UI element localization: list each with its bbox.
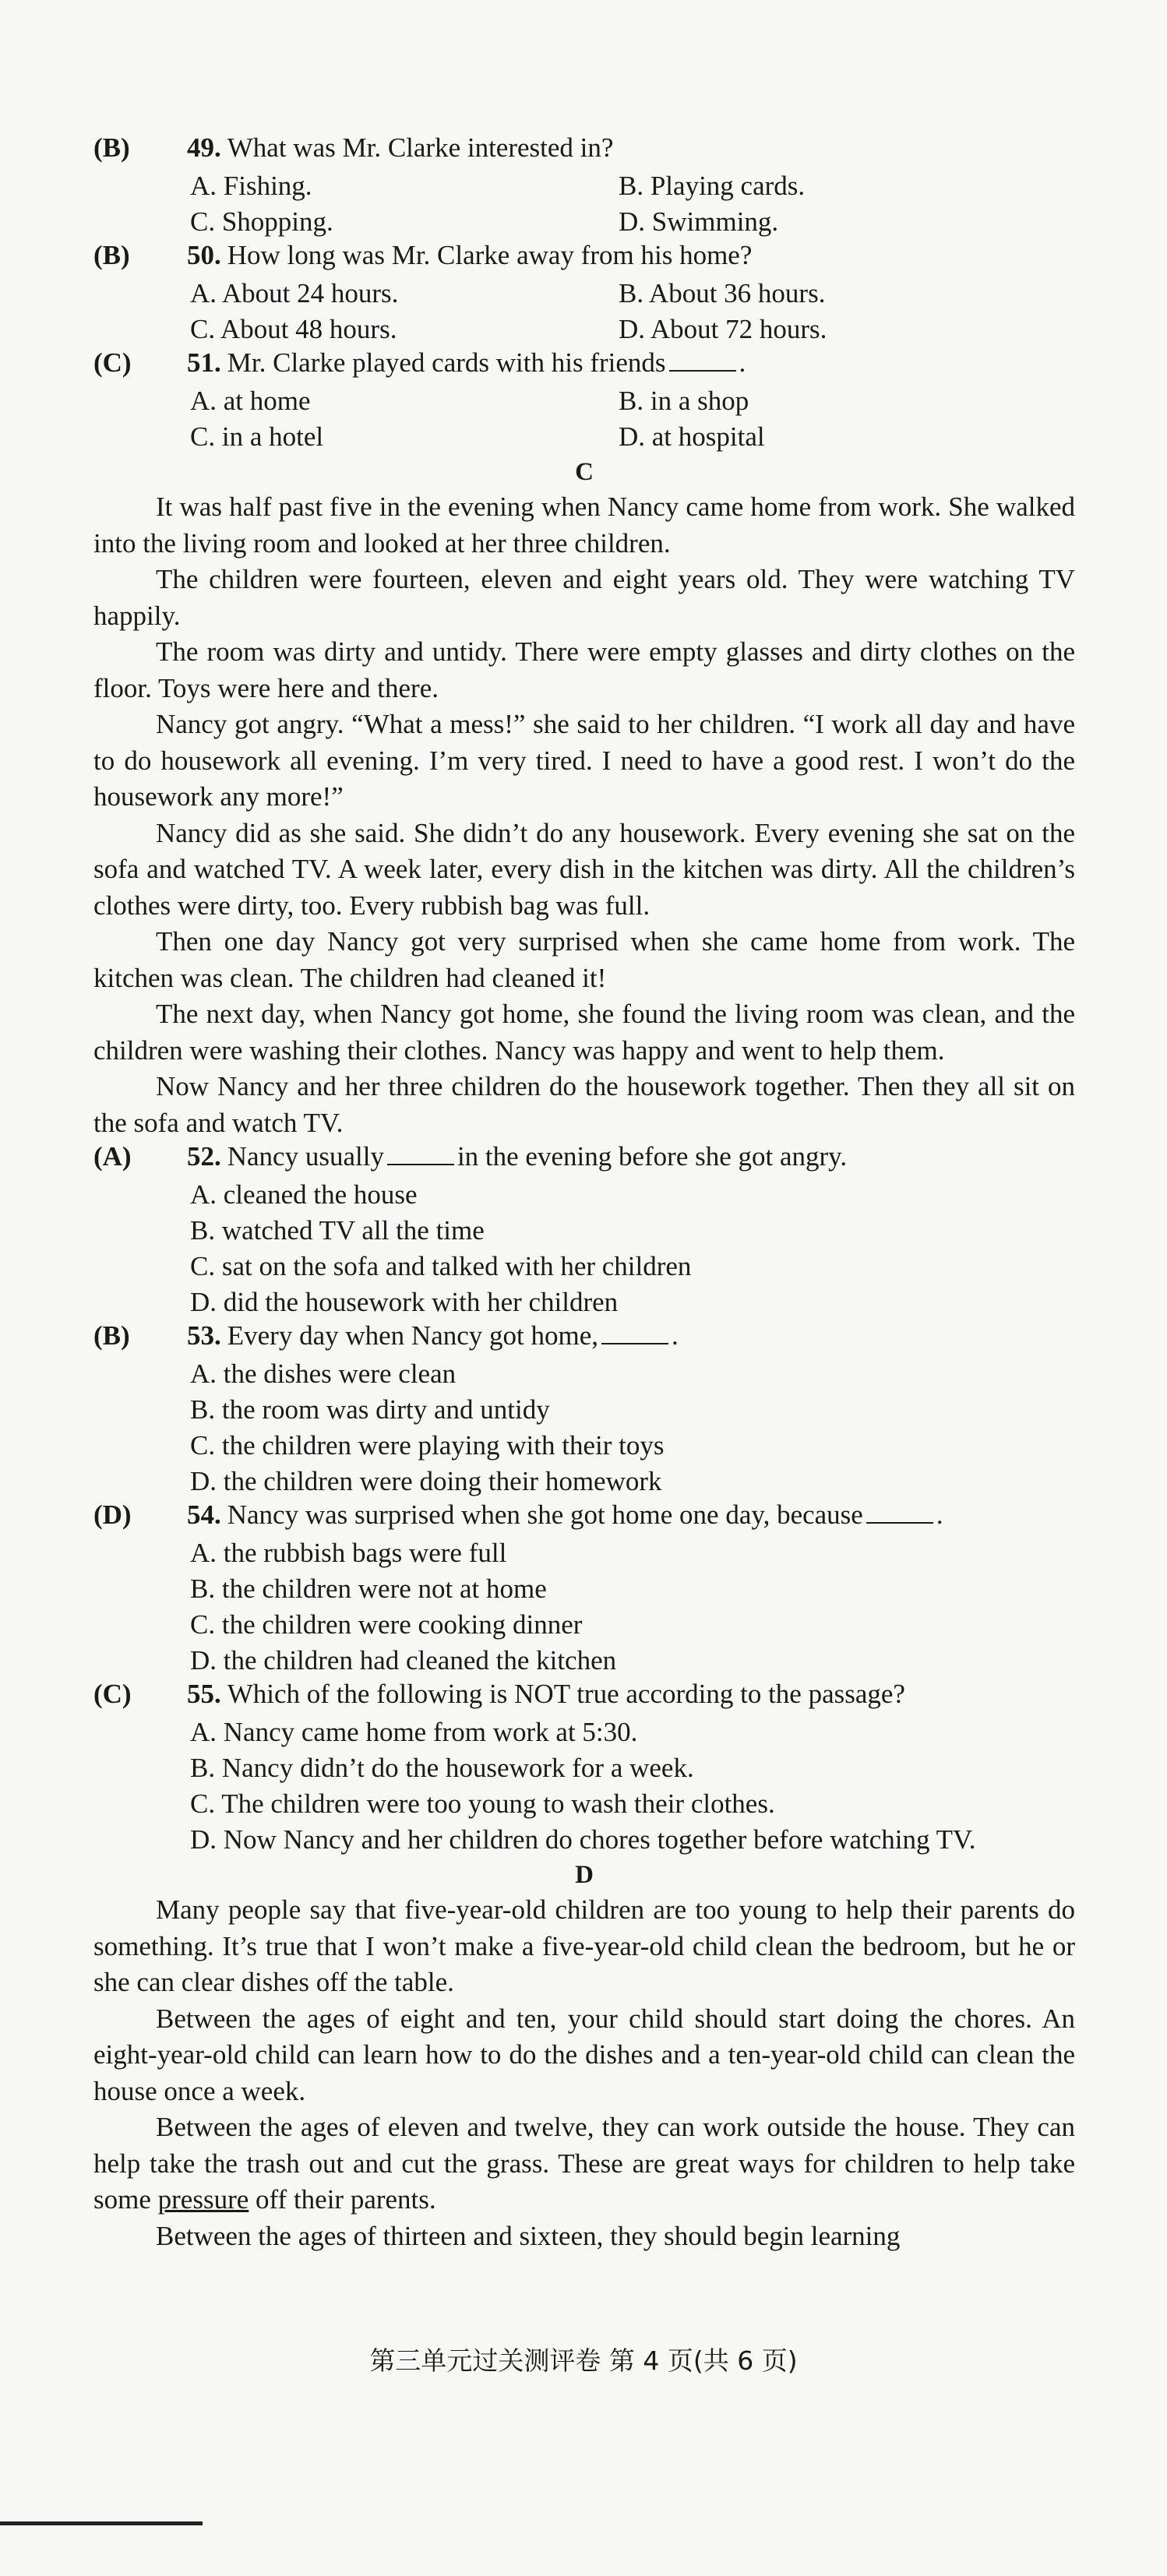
- question-50: [93, 240, 1075, 276]
- bottom-rule: [0, 2521, 203, 2525]
- question-number: 54.: [187, 1499, 221, 1530]
- options-54: [93, 1535, 1075, 1679]
- answer-blank: [387, 1163, 454, 1165]
- question-55: [93, 1679, 1075, 1714]
- worksheet-page: [93, 132, 1075, 2254]
- options-51: [93, 383, 1075, 455]
- option: D. the children had cleaned the kitchen: [190, 1645, 617, 1676]
- underlined-word: pressure: [157, 2184, 249, 2215]
- option: C. Shopping.: [190, 206, 333, 237]
- section-title-c: C: [575, 458, 594, 486]
- option: D. Swimming.: [619, 206, 779, 237]
- passage-paragraph: [93, 2109, 1075, 2218]
- answer-mark: (B): [93, 240, 130, 270]
- passage-paragraph: The children were fourteen, eleven and eight years old. They were watching TV happily.: [93, 564, 1075, 631]
- option: B. in a shop: [619, 386, 749, 416]
- option: D. did the housework with her children: [190, 1287, 619, 1317]
- option: B. the room was dirty and untidy: [190, 1394, 550, 1425]
- option: B. About 36 hours.: [619, 278, 826, 308]
- options-52: [93, 1177, 1075, 1320]
- passage-paragraph: Nancy got angry. “What a mess!” she said to her children. “I work all day and have to do housework all evening. I’m very tired. I need to have a good rest. I won’t do the housework any more!”: [93, 709, 1075, 812]
- question-number: 51.: [187, 347, 221, 378]
- page-footer: 第三单元过关测评卷 第 4 页(共 6 页): [369, 2345, 798, 2376]
- question-51: [93, 347, 1075, 383]
- question-number: 52.: [187, 1141, 221, 1172]
- passage-paragraph: Then one day Nancy got very surprised when she came home from work. The kitchen was clean. The children had cleaned it!: [93, 926, 1075, 993]
- question-text: How long was Mr. Clarke away from his home?: [227, 240, 753, 270]
- option: C. The children were too young to wash their clothes.: [190, 1788, 775, 1819]
- passage-paragraph: Between the ages of eight and ten, your child should start doing the chores. An eight-year-old child can learn how to do the dishes and a ten-year-old child can clean the house once a week.: [93, 2003, 1075, 2106]
- answer-mark: (C): [93, 1679, 132, 1709]
- passage-paragraph: Between the ages of thirteen and sixteen, they should begin learning: [156, 2220, 901, 2251]
- question-end: .: [739, 347, 746, 378]
- option: D. About 72 hours.: [619, 314, 827, 344]
- option: B. Nancy didn’t do the housework for a week.: [190, 1753, 694, 1783]
- option: A. Nancy came home from work at 5:30.: [190, 1717, 638, 1747]
- options-49: [93, 168, 1075, 240]
- question-54: [93, 1499, 1075, 1535]
- question-end: .: [672, 1320, 679, 1351]
- question-53: [93, 1320, 1075, 1356]
- question-number: 50.: [187, 240, 221, 270]
- option: A. at home: [190, 386, 311, 416]
- passage-paragraph: The room was dirty and untidy. There were empty glasses and dirty clothes on the floor. Toys were here and there.: [93, 636, 1075, 703]
- option: C. About 48 hours.: [190, 314, 397, 344]
- answer-mark: (D): [93, 1499, 132, 1530]
- answer-mark: (C): [93, 347, 132, 378]
- passage-text: Between the ages of eleven and twelve, they can work outside the house. They can help take the trash out and cut the grass. These are great ways for children to help take some: [93, 2112, 1075, 2215]
- question-number: 49.: [187, 132, 221, 163]
- question-text: Nancy usually: [227, 1141, 384, 1172]
- options-50: [93, 276, 1075, 347]
- question-text: Nancy was surprised when she got home one day, because: [227, 1499, 863, 1530]
- question-end: .: [936, 1499, 943, 1530]
- option: D. Now Nancy and her children do chores together before watching TV.: [190, 1824, 976, 1855]
- option: C. the children were cooking dinner: [190, 1609, 583, 1640]
- option: A. the dishes were clean: [190, 1358, 457, 1389]
- question-text: What was Mr. Clarke interested in?: [227, 132, 614, 163]
- passage-paragraph: It was half past five in the evening when Nancy came home from work. She walked into the living room and looked at her three children.: [93, 492, 1075, 559]
- passage-paragraph: Now Nancy and her three children do the housework together. Then they all sit on the sofa and watch TV.: [93, 1071, 1075, 1138]
- option: B. Playing cards.: [619, 171, 806, 201]
- question-text: Mr. Clarke played cards with his friends: [227, 347, 666, 378]
- question-text-cont: in the evening before she got angry.: [457, 1141, 848, 1172]
- options-53: [93, 1356, 1075, 1499]
- passage-paragraph: Many people say that five-year-old children are too young to help their parents do something. It’s true that I won’t make a five-year-old child clean the bedroom, but he or she can clear dishes off the table.: [93, 1894, 1075, 1997]
- answer-blank: [866, 1521, 933, 1524]
- option: B. watched TV all the time: [190, 1215, 485, 1246]
- answer-mark: (B): [93, 132, 130, 163]
- answer-blank: [601, 1342, 668, 1344]
- section-title-d: D: [575, 1861, 594, 1889]
- answer-mark: (B): [93, 1320, 130, 1351]
- option: A. About 24 hours.: [190, 278, 399, 308]
- option: C. the children were playing with their toys: [190, 1430, 665, 1461]
- passage-text: off their parents.: [256, 2184, 436, 2215]
- passage-paragraph: The next day, when Nancy got home, she found the living room was clean, and the children were washing their clothes. Nancy was happy and went to help them.: [93, 999, 1075, 1066]
- option: D. at hospital: [619, 421, 765, 452]
- question-text: Which of the following is NOT true according to the passage?: [227, 1679, 905, 1709]
- option: A. cleaned the house: [190, 1179, 418, 1210]
- option: A. Fishing.: [190, 171, 312, 201]
- question-text: Every day when Nancy got home,: [227, 1320, 598, 1351]
- passage-paragraph: Nancy did as she said. She didn’t do any housework. Every evening she sat on the sofa and watched TV. A week later, every dish in the kitchen was dirty. All the children’s clothes were dirty, too. Every rubbish bag was full.: [93, 817, 1075, 921]
- option: A. the rubbish bags were full: [190, 1538, 507, 1568]
- answer-blank: [669, 369, 736, 372]
- answer-mark: (A): [93, 1141, 132, 1172]
- option: D. the children were doing their homework: [190, 1466, 662, 1496]
- question-49: [93, 132, 1075, 168]
- options-55: [93, 1714, 1075, 1858]
- question-52: [93, 1141, 1075, 1177]
- option: C. sat on the sofa and talked with her children: [190, 1251, 692, 1281]
- option: C. in a hotel: [190, 421, 324, 452]
- question-number: 55.: [187, 1679, 221, 1709]
- option: B. the children were not at home: [190, 1573, 547, 1604]
- question-number: 53.: [187, 1320, 221, 1351]
